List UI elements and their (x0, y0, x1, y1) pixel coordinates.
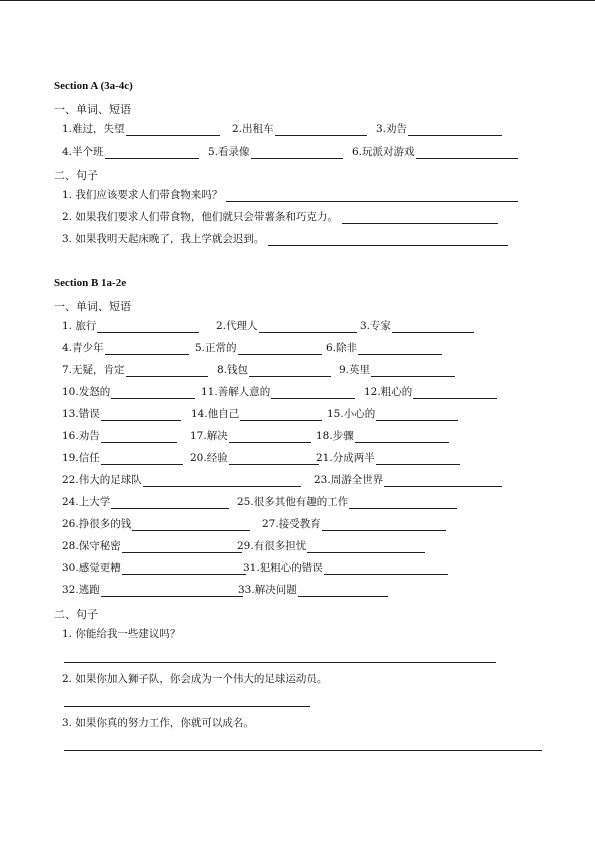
sentence-item: 1. 我们应该要求人们带食物来吗？ (62, 188, 518, 202)
vocab-item: 19.信任 (62, 451, 183, 465)
answer-line[interactable] (64, 662, 496, 663)
vocab-item: 31.犯粗心的错误 (243, 561, 448, 575)
vocab-item: 7.无疑，肯定 (62, 363, 208, 377)
vocab-item: 30.感觉更糟 (62, 561, 246, 575)
answer-blank[interactable] (342, 211, 498, 224)
vocab-item: 5.看录像 (208, 145, 343, 159)
vocab-item: 1.难过，失望 (62, 122, 220, 136)
vocab-item: 25.很多其他有趣的工作 (237, 495, 457, 509)
vocab-item: 18.步骤 (316, 429, 449, 443)
vocab-item: 16.劝告 (62, 429, 177, 443)
answer-blank[interactable] (238, 342, 322, 355)
vocab-item: 15.小心的 (327, 407, 458, 421)
vocab-item: 11.善解人意的 (201, 385, 355, 399)
answer-blank[interactable] (126, 123, 220, 136)
answer-blank[interactable] (355, 430, 449, 443)
vocab-item: 6.除非 (326, 341, 442, 355)
sentence-item: 1. 你能给我一些建议吗？ (62, 628, 181, 640)
vocab-item: 14.他自己 (191, 407, 322, 421)
vocab-item: 6.玩派对游戏 (352, 145, 518, 159)
answer-blank[interactable] (413, 386, 497, 399)
answer-blank[interactable] (97, 320, 199, 333)
section-a-vocab-heading: 一、单词、短语 (54, 103, 131, 116)
vocab-item: 4.青少年 (62, 341, 189, 355)
vocab-item: 13.错误 (62, 407, 181, 421)
answer-blank[interactable] (126, 364, 208, 377)
answer-blank[interactable] (376, 408, 458, 421)
answer-blank[interactable] (122, 562, 246, 575)
answer-blank[interactable] (226, 189, 518, 202)
answer-blank[interactable] (371, 364, 455, 377)
answer-blank[interactable] (229, 452, 319, 465)
answer-blank[interactable] (111, 496, 229, 509)
vocab-item: 9.英里 (339, 363, 455, 377)
answer-line[interactable] (64, 706, 310, 707)
vocab-item: 27.接受教育 (262, 517, 446, 531)
answer-blank[interactable] (408, 123, 502, 136)
vocab-item: 10.发怒的 (62, 385, 195, 399)
answer-blank[interactable] (259, 320, 357, 333)
answer-blank[interactable] (392, 320, 474, 333)
vocab-item: 4.半个班 (62, 145, 199, 159)
answer-blank[interactable] (101, 584, 243, 597)
vocab-item: 23.周游全世界 (314, 473, 502, 487)
vocab-item: 3.专家 (360, 319, 474, 333)
vocab-item: 24.上大学 (62, 495, 229, 509)
answer-blank[interactable] (384, 474, 502, 487)
answer-blank[interactable] (298, 584, 388, 597)
answer-blank[interactable] (324, 562, 448, 575)
vocab-item: 12.粗心的 (364, 385, 497, 399)
answer-blank[interactable] (271, 386, 355, 399)
answer-blank[interactable] (229, 430, 311, 443)
answer-blank[interactable] (349, 496, 457, 509)
sentence-item: 3. 如果我明天起床晚了，我上学就会迟到。 (62, 232, 508, 246)
vocab-item: 20.经验 (190, 451, 319, 465)
vocab-item: 3.劝告 (376, 122, 502, 136)
answer-blank[interactable] (307, 540, 425, 553)
vocab-item: 26.挣很多的钱 (62, 517, 250, 531)
section-b-vocab-heading: 一、单词、短语 (54, 300, 131, 313)
answer-blank[interactable] (358, 342, 442, 355)
answer-blank[interactable] (132, 518, 250, 531)
vocab-item: 8.钱包 (217, 363, 331, 377)
vocab-item: 5.正常的 (195, 341, 322, 355)
answer-blank[interactable] (105, 146, 199, 159)
answer-blank[interactable] (322, 518, 446, 531)
vocab-item: 28.保守秘密 (62, 539, 242, 553)
section-a-title: Section A (3a-4c) (54, 80, 133, 92)
answer-blank[interactable] (101, 452, 183, 465)
vocab-item: 17.解决 (190, 429, 311, 443)
answer-blank[interactable] (240, 408, 322, 421)
sentence-item: 2. 如果你加入狮子队，你会成为一个伟大的足球运动员。 (62, 673, 328, 685)
answer-line[interactable] (64, 750, 542, 751)
vocab-item: 29.有很多担忧 (237, 539, 425, 553)
vocab-item: 33.解决问题 (238, 583, 388, 597)
answer-blank[interactable] (268, 233, 508, 246)
section-b-title: Section B 1a-2e (54, 277, 127, 289)
answer-blank[interactable] (101, 430, 177, 443)
vocab-item: 2.代理人 (216, 319, 357, 333)
vocab-item: 2.出租车 (232, 122, 367, 136)
answer-blank[interactable] (111, 386, 195, 399)
answer-blank[interactable] (143, 474, 301, 487)
answer-blank[interactable] (251, 146, 343, 159)
vocab-item: 1. 旅行 (62, 319, 199, 333)
answer-blank[interactable] (105, 342, 189, 355)
vocab-item: 32.逃跑 (62, 583, 243, 597)
answer-blank[interactable] (376, 452, 460, 465)
section-a-sentence-heading: 二、句子 (54, 169, 98, 182)
answer-blank[interactable] (101, 408, 181, 421)
vocab-item: 22.伟大的足球队 (62, 473, 301, 487)
answer-blank[interactable] (275, 123, 367, 136)
answer-blank[interactable] (249, 364, 331, 377)
answer-blank[interactable] (122, 540, 242, 553)
sentence-item: 3. 如果你真的努力工作，你就可以成名。 (62, 717, 254, 729)
section-b-sentence-heading: 二、句子 (54, 608, 98, 621)
sentence-item: 2. 如果我们要求人们带食物，他们就只会带薯条和巧克力。 (62, 210, 498, 224)
answer-blank[interactable] (416, 146, 518, 159)
vocab-item: 21.分成两半 (316, 451, 460, 465)
